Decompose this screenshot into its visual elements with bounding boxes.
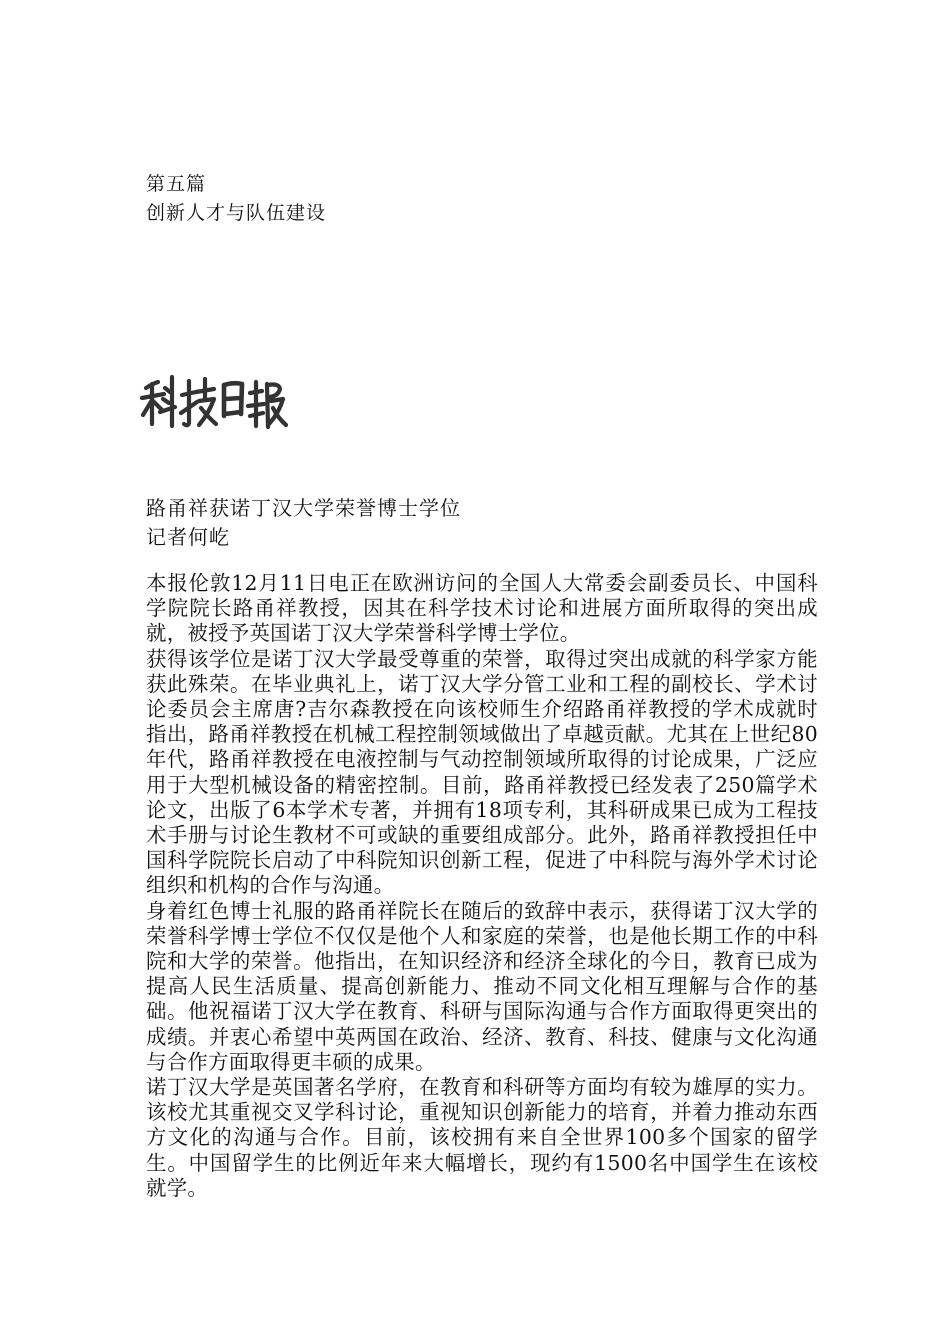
article-byline: 记者何屹 — [146, 525, 230, 549]
section-heading — [146, 170, 326, 228]
article-header — [146, 494, 461, 552]
part-label: 第五篇 — [146, 173, 207, 195]
article-paragraph: 本报伦敦12月11日电正在欧洲访问的全国人大常委会副委员长、中国科学院院长路甬祥教授，因其在科学技术讨论和进展方面所取得的突出成就，被授予英国诺丁汉大学荣誉科学博士学位。 — [146, 571, 818, 646]
article-paragraph: 诺丁汉大学是英国著名学府，在教育和科研等方面均有较为雄厚的实力。该校尤其重视交叉学科讨论，重视知识创新能力的培育，并着力推动东西方文化的沟通与合作。目前，该校拥有来自全世界100多个国家的留学生。中国留学生的比例近年来大幅增长，现约有1500名中国学生在该校就学。 — [146, 1075, 818, 1200]
article-body — [146, 571, 818, 1201]
newspaper-masthead-logo — [138, 368, 288, 434]
article-headline: 路甬祥获诺丁汉大学荣誉博士学位 — [146, 496, 461, 520]
masthead-calligraphy — [138, 368, 288, 434]
part-title: 创新人才与队伍建设 — [146, 202, 327, 224]
article-paragraph: 获得该学位是诺丁汉大学最受尊重的荣誉，取得过突出成就的科学家方能获此殊荣。在毕业典礼上，诺丁汉大学分管工业和工程的副校长、学术讨论委员会主席唐?吉尔森教授在向该校师生介绍路甬祥教授的学术成就时指出，路甬祥教授在机械工程控制领域做出了卓越贡献。尤其在上世纪80年代，路甬祥教授在电液控制与气动控制领域所取得的讨论成果，广泛应用于大型机械设备的精密控制。目前，路甬祥教授已经发表了250篇学术论文，出版了6本学术专著，并拥有18项专利，其科研成果已成为工程技术手册与讨论生教材不可或缺的重要组成部分。此外，路甬祥教授担任中国科学院院长启动了中科院知识创新工程，促进了中科院与海外学术讨论组织和机构的合作与沟通。 — [146, 646, 818, 898]
article-paragraph: 身着红色博士礼服的路甬祥院长在随后的致辞中表示，获得诺丁汉大学的荣誉科学博士学位不仅仅是他个人和家庭的荣誉，也是他长期工作的中科院和大学的荣誉。他指出，在知识经济和经济全球化的今日，教育已成为提高人民生活质量、提高创新能力、推动不同文化相互理解与合作的基础。他祝福诺丁汉大学在教育、科研与国际沟通与合作方面取得更突出的成绩。并衷心希望中英两国在政治、经济、教育、科技、健康与文化沟通与合作方面取得更丰硕的成果。 — [146, 898, 818, 1074]
